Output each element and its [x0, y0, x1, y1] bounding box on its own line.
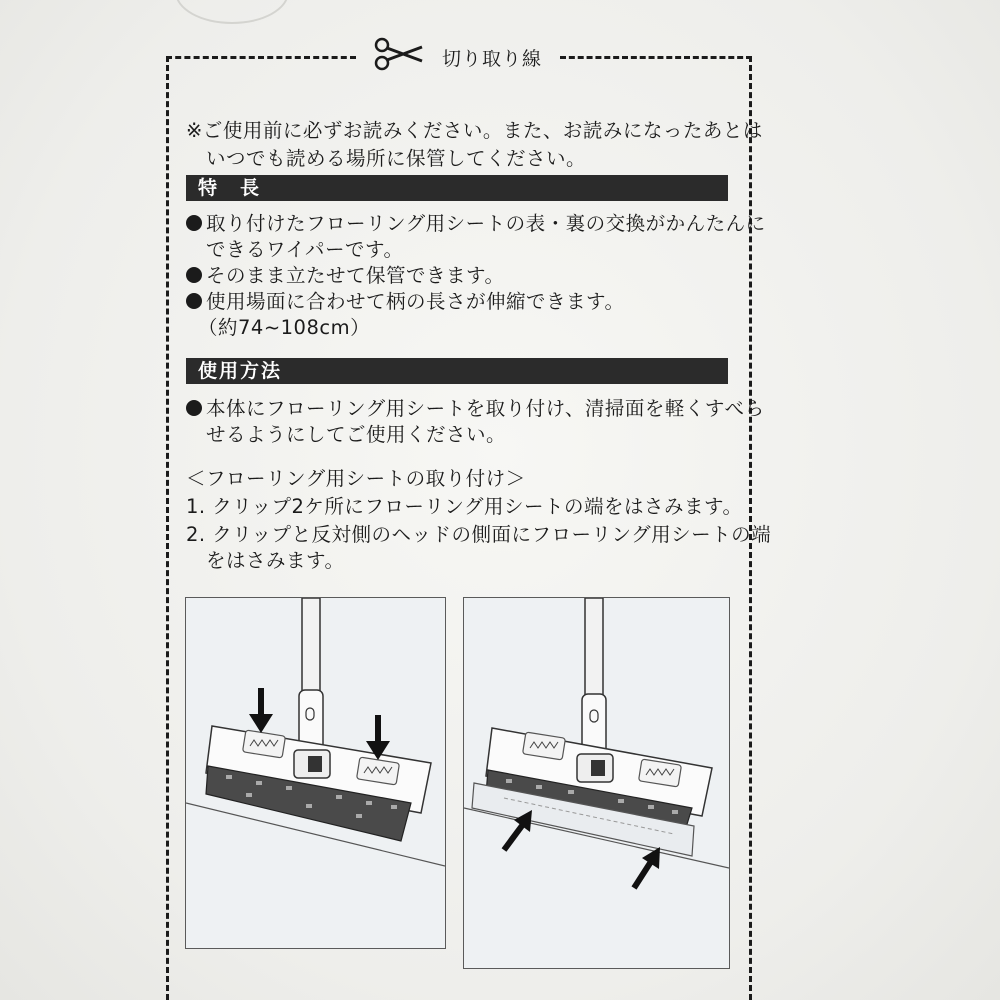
- usage-subheading: ＜フローリング用シートの取り付け＞: [186, 467, 526, 490]
- usage-step-2-line-2: をはさみます。: [206, 549, 345, 572]
- notice-line-2: いつでも読める場所に保管してください。: [206, 147, 587, 170]
- features-heading: 特 長: [186, 175, 728, 201]
- cut-line-top-right: [560, 56, 752, 59]
- cut-line-top-left: [166, 56, 356, 59]
- bullet-icon: [186, 215, 202, 231]
- scissors-icon: [370, 35, 430, 75]
- clip-step-illustration: [185, 597, 446, 949]
- usage-heading: 使用方法: [186, 358, 728, 384]
- usage-item-line-1: 本体にフローリング用シートを取り付け、清掃面を軽くすべら: [206, 397, 765, 420]
- usage-step-2-line-1: 2. クリップと反対側のヘッドの側面にフローリング用シートの端: [186, 523, 772, 546]
- bullet-icon: [186, 267, 202, 283]
- feature-item-3: [186, 289, 624, 314]
- feature-item-2-line-1: そのまま立たせて保管できます。: [206, 264, 505, 287]
- usage-step-1: 1. クリップ2ケ所にフローリング用シートの端をはさみます。: [186, 495, 743, 518]
- cut-line-left: [166, 56, 169, 1000]
- feature-item-1: [186, 211, 766, 236]
- mop-clip-arrows-icon: [186, 598, 445, 948]
- usage-item-line-2: せるようにしてご使用ください。: [206, 423, 507, 446]
- feature-item-3-line-1: 使用場面に合わせて柄の長さが伸縮できます。: [206, 290, 625, 313]
- notice-line-1: ※ご使用前に必ずお読みください。また、お読みになったあとは: [186, 119, 763, 142]
- usage-item: [186, 396, 764, 421]
- feature-item-3-line-2: （約74~108cm）: [198, 316, 371, 339]
- bullet-icon: [186, 400, 202, 416]
- feature-item-1-line-1: 取り付けたフローリング用シートの表・裏の交換がかんたんに: [206, 212, 766, 235]
- feature-item-2: [186, 263, 504, 288]
- side-step-illustration: [463, 597, 730, 969]
- feature-item-1-line-2: できるワイパーです。: [206, 238, 404, 261]
- bullet-icon: [186, 293, 202, 309]
- cut-line-label: 切り取り線: [442, 48, 543, 70]
- mop-side-arrows-icon: [464, 598, 729, 968]
